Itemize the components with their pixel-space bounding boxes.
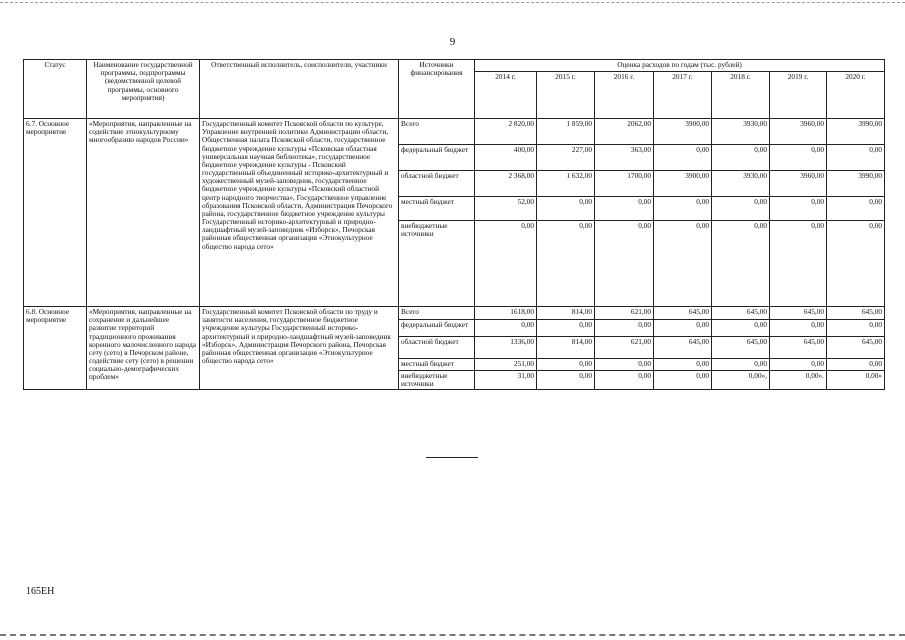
- value-cell: 0,00: [595, 320, 654, 337]
- value-cell: 1700,00: [595, 171, 654, 197]
- source-cell: местный бюджет: [399, 197, 475, 221]
- value-cell: 3960,00: [770, 171, 827, 197]
- value-cell: 0,00: [537, 221, 595, 307]
- source-cell: внебюджетные источники: [399, 221, 475, 307]
- value-cell: 31,00: [475, 371, 537, 390]
- value-cell: 0,00: [595, 371, 654, 390]
- value-cell: 645,00: [827, 307, 885, 320]
- value-cell: 3930,00: [712, 119, 770, 145]
- value-cell: 0,00: [712, 359, 770, 371]
- value-cell: 3930,00: [712, 171, 770, 197]
- source-cell: Всего: [399, 307, 475, 320]
- value-cell: 1 632,00: [537, 171, 595, 197]
- value-cell: 3900,00: [654, 119, 712, 145]
- value-cell: 0,00: [595, 197, 654, 221]
- value-cell: 0,00: [654, 197, 712, 221]
- header-year: 2017 г.: [654, 72, 712, 119]
- status-cell: 6.8. Основное мероприятие: [24, 307, 87, 390]
- value-cell: 0,00: [827, 197, 885, 221]
- value-cell: 0,00: [654, 320, 712, 337]
- header-estimate: Оценка расходов по годам (тыс. рублей): [475, 60, 885, 72]
- value-cell: 0,00: [537, 320, 595, 337]
- value-cell: 3960,00: [770, 119, 827, 145]
- value-cell: 400,00: [475, 145, 537, 171]
- value-cell: 0,00: [712, 145, 770, 171]
- header-year: 2019 г.: [770, 72, 827, 119]
- program-table: [23, 59, 885, 390]
- header-year: 2015 г.: [537, 72, 595, 119]
- header-name: Наименование государственной программы, подпрограммы (ведомственной целевой программы, основного мероприятия): [87, 60, 200, 119]
- value-cell: 3990,00: [827, 171, 885, 197]
- value-cell: 645,00: [654, 337, 712, 359]
- value-cell: 0,00: [770, 221, 827, 307]
- value-cell: 0,00: [827, 145, 885, 171]
- scan-bottom-edge: [0, 634, 905, 636]
- value-cell: 3900,00: [654, 171, 712, 197]
- value-cell: 227,00: [537, 145, 595, 171]
- source-cell: Всего: [399, 119, 475, 145]
- table-row: [24, 119, 885, 145]
- value-cell: 645,00: [770, 337, 827, 359]
- header-status: Статус: [24, 60, 87, 119]
- value-cell: 0,00»: [827, 371, 885, 390]
- header-year: 2018 г.: [712, 72, 770, 119]
- value-cell: 0,00: [770, 359, 827, 371]
- value-cell: 3990,00: [827, 119, 885, 145]
- value-cell: 0,00: [654, 371, 712, 390]
- value-cell: 0,00: [770, 145, 827, 171]
- page-number: 9: [449, 36, 456, 48]
- value-cell: 0,00: [827, 359, 885, 371]
- value-cell: 0,00: [654, 221, 712, 307]
- header-year: 2016 г.: [595, 72, 654, 119]
- value-cell: 0,00: [770, 197, 827, 221]
- value-cell: 645,00: [654, 307, 712, 320]
- value-cell: 2 368,00: [475, 171, 537, 197]
- value-cell: 0,00: [475, 221, 537, 307]
- value-cell: 0,00: [537, 359, 595, 371]
- value-cell: 0,00: [654, 145, 712, 171]
- value-cell: 645,00: [712, 337, 770, 359]
- executor-cell: Государственный комитет Псковской области по культуре, Управление внутренней политики Администрации области, Общественная палата Псковской области, государственное бюджетное учреждение культуры «Псковская областная универсальная научная библиотека», государственное бюджетное учреждение культуры - Псковский государственный объединенный историко-архитектурный и художественный музей-заповедник, государственное бюджетное учреждение культуры «Псковский областной центр народного творчества», Государственное управление образования Псковской области, Администрация Печорского района, государственное бюджетное учреждение культуры Государственный историко-архитектурный и природно-ландшафтный музей-заповедник «Изборск», Печорская районная общественная организация «Этнокультурное общество народа сето»: [200, 119, 399, 307]
- status-cell: 6.7. Основное мероприятие: [24, 119, 87, 307]
- header-source: Источники финансирования: [399, 60, 475, 119]
- header-year: 2014 г.: [475, 72, 537, 119]
- header-row: [24, 60, 885, 72]
- value-cell: 0,00: [712, 320, 770, 337]
- value-cell: 0,00: [827, 320, 885, 337]
- value-cell: 645,00: [827, 337, 885, 359]
- value-cell: 0,00: [827, 221, 885, 307]
- value-cell: 2 820,00: [475, 119, 537, 145]
- name-cell: «Мероприятия, направленные на содействие этнокультурному многообразию народов России»: [87, 119, 200, 307]
- value-cell: 0,00: [537, 197, 595, 221]
- value-cell: 251,00: [475, 359, 537, 371]
- value-cell: 0,00: [595, 221, 654, 307]
- value-cell: 0,00: [654, 359, 712, 371]
- source-cell: внебюджетные источники: [399, 371, 475, 390]
- separator-line: [426, 457, 478, 458]
- document-code: 165ЕН: [26, 586, 55, 597]
- value-cell: 0,00».: [770, 371, 827, 390]
- table-row: [24, 307, 885, 320]
- source-cell: областной бюджет: [399, 171, 475, 197]
- value-cell: 0,00: [537, 371, 595, 390]
- value-cell: 621,00: [595, 337, 654, 359]
- source-cell: местный бюджет: [399, 359, 475, 371]
- value-cell: 2062,00: [595, 119, 654, 145]
- value-cell: 1 859,00: [537, 119, 595, 145]
- value-cell: 363,00: [595, 145, 654, 171]
- value-cell: 645,00: [770, 307, 827, 320]
- header-year: 2020 г.: [827, 72, 885, 119]
- value-cell: 52,00: [475, 197, 537, 221]
- value-cell: 0,00: [712, 197, 770, 221]
- value-cell: 645,00: [712, 307, 770, 320]
- header-executor: Ответственный исполнитель, соисполнители, участники: [200, 60, 399, 119]
- value-cell: 0,00: [712, 221, 770, 307]
- value-cell: 814,00: [537, 307, 595, 320]
- value-cell: 0,00: [595, 359, 654, 371]
- source-cell: федеральный бюджет: [399, 320, 475, 337]
- source-cell: федеральный бюджет: [399, 145, 475, 171]
- name-cell: «Мероприятия, направленные на сохранение и дальнейшее развитие территорий традиционного проживания коренного малочисленного народа сету (сето) в Печорском районе, содействие сету (сето) в решении социально-демографических проблем»: [87, 307, 200, 390]
- value-cell: 0,00»,: [712, 371, 770, 390]
- value-cell: 1618,00: [475, 307, 537, 320]
- value-cell: 1336,00: [475, 337, 537, 359]
- scan-top-edge: [0, 2, 905, 3]
- value-cell: 814,00: [537, 337, 595, 359]
- source-cell: областной бюджет: [399, 337, 475, 359]
- value-cell: 0,00: [770, 320, 827, 337]
- executor-cell: Государственный комитет Псковской области по труду и занятости населения, государственное бюджетное учреждение культуры Государственный историко-архитектурный и природно-ландшафтный музей-заповедник «Изборск», Администрация Печорского района, Печорская районная общественная организация «Этнокультурное общество народа сето»: [200, 307, 399, 390]
- value-cell: 621,00: [595, 307, 654, 320]
- value-cell: 0,00: [475, 320, 537, 337]
